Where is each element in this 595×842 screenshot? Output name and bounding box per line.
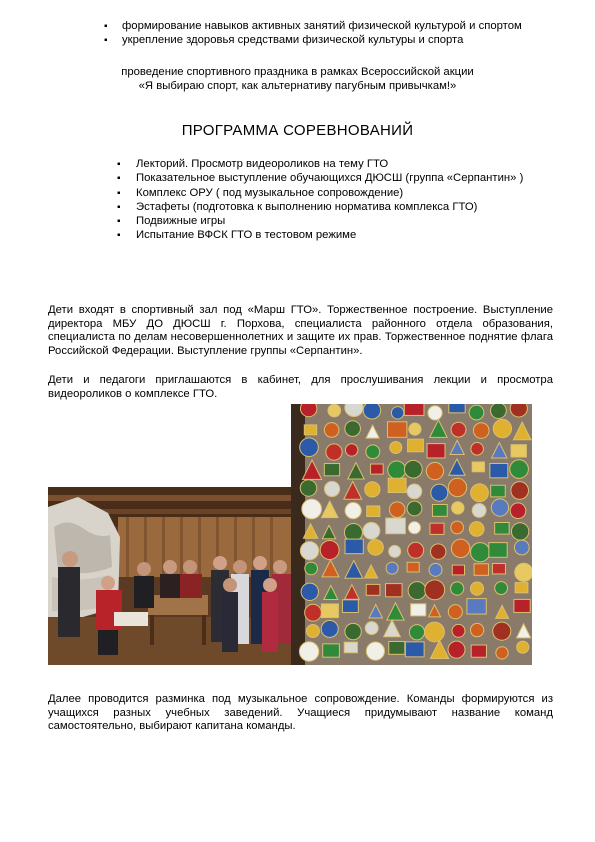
- badge-shape: [451, 422, 466, 437]
- badge-shape: [408, 439, 424, 452]
- bullet-icon: ▪: [117, 216, 121, 228]
- badge-shape: [389, 545, 401, 557]
- badge-shape: [408, 542, 424, 558]
- badge-shape: [448, 605, 462, 619]
- badge-shape: [386, 562, 398, 574]
- badge-shape: [471, 543, 490, 562]
- badge-shape: [517, 641, 529, 653]
- badge-shape: [451, 539, 469, 557]
- badge-shape: [429, 563, 442, 576]
- badge-shape: [469, 405, 484, 420]
- badge-shape: [342, 600, 358, 613]
- badge-shape: [388, 478, 406, 492]
- badge-shape: [430, 544, 445, 559]
- badge-shape: [324, 481, 339, 496]
- badge-shape: [408, 522, 420, 534]
- badge-shape: [511, 445, 526, 457]
- program-item: ▪ Испытание ВФСК ГТО в тестовом режиме: [117, 229, 357, 242]
- badge-shape: [304, 425, 316, 435]
- badge-shape: [495, 523, 509, 535]
- badge-shape: [496, 647, 508, 659]
- bullet-icon: ▪: [117, 187, 121, 199]
- badge-shape: [449, 404, 465, 413]
- badge-shape: [471, 484, 489, 502]
- badge-shape: [510, 460, 529, 479]
- bullet-icon: ▪: [117, 230, 121, 242]
- badge-shape: [428, 406, 442, 420]
- badge-shape: [345, 623, 361, 639]
- badge-shape: [386, 584, 402, 597]
- badge-shape: [345, 503, 361, 519]
- badge-shape: [321, 604, 338, 618]
- badge-shape: [324, 423, 339, 438]
- badge-shape: [491, 485, 506, 497]
- program-item: ▪ Лекторий. Просмотр видеороликов на тему ГТО: [117, 158, 389, 170]
- badge-shape: [431, 484, 448, 501]
- badge-shape: [489, 543, 507, 558]
- badge-shape: [448, 478, 466, 496]
- badge-shape: [366, 642, 384, 660]
- badge-shape: [491, 499, 508, 516]
- badge-shape: [425, 622, 445, 642]
- badge-shape: [302, 499, 322, 519]
- badge-shape: [474, 564, 488, 576]
- badge-shape: [386, 518, 406, 534]
- bullet-icon: ▪: [117, 173, 121, 185]
- badge-shape: [510, 503, 526, 519]
- program-title: ПРОГРАММА СОРЕВНОВАНИЙ: [181, 122, 414, 139]
- program-item: ▪ Комплекс ОРУ ( под музыкальное сопровождение): [117, 186, 404, 199]
- badge-shape: [470, 582, 483, 595]
- badge-shape: [471, 443, 484, 456]
- badge-shape: [301, 583, 318, 600]
- badge-shape: [409, 625, 424, 640]
- badge-shape: [367, 506, 380, 517]
- badge-shape: [469, 522, 484, 537]
- badge-shape: [363, 522, 380, 539]
- badge-shape: [408, 582, 426, 600]
- badge-shape: [299, 642, 318, 661]
- badge-shape: [328, 404, 341, 417]
- badges-collection-photo: [291, 404, 532, 665]
- badge-shape: [426, 462, 443, 479]
- badge-shape: [451, 582, 464, 595]
- badge-shape: [363, 404, 380, 419]
- badge-shape: [452, 565, 464, 575]
- badge-shape: [407, 562, 419, 572]
- badge-shape: [345, 539, 363, 554]
- program-item: ▪ Эстафеты (подготовка к выполнению норматива комплекса ГТО): [117, 200, 478, 213]
- badge-shape: [493, 622, 511, 640]
- badge-shape: [452, 624, 465, 637]
- badge-shape: [320, 541, 339, 560]
- badge-shape: [371, 464, 384, 474]
- badge-shape: [344, 642, 357, 653]
- badge-shape: [472, 503, 486, 517]
- badge-shape: [492, 564, 505, 574]
- badge-shape: [365, 622, 378, 635]
- badge-shape: [405, 642, 424, 657]
- badge-shape: [425, 580, 445, 600]
- badge-shape: [407, 484, 422, 499]
- badge-shape: [345, 444, 357, 456]
- badge-shape: [391, 407, 403, 419]
- badge-shape: [368, 540, 384, 556]
- badge-shape: [300, 404, 316, 417]
- bullet-icon: ▪: [104, 21, 108, 32]
- paragraph-lecture: Дети и педагоги приглашаются в кабинет, для прослушивания лекции и просмотра видеороликов о комплексе ГТО.: [48, 374, 553, 400]
- paragraph-ceremony: Дети входят в спортивный зал под «Марш ГТО». Торжественное построение. Выступление директора МБУ ДО ДЮСШ г. Порхова, специалиста районного отдела образования, специалиста по делам несовершеннолетних и защите их прав. Торжественное поднятие флага Российской Федерации. Выступление группы «Серпантин».: [48, 304, 553, 357]
- badge-shape: [427, 444, 445, 458]
- badge-shape: [448, 641, 465, 658]
- badge-shape: [515, 583, 528, 593]
- badge-shape: [305, 562, 318, 575]
- badge-shape: [472, 462, 484, 472]
- badge-shape: [324, 464, 339, 476]
- badge-shape: [365, 482, 380, 497]
- badge-shape: [470, 623, 483, 636]
- badge-shape: [345, 421, 361, 437]
- program-item: ▪ Подвижные игры: [117, 215, 226, 228]
- intro-slogan: «Я выбираю спорт, как альтернативу пагубным привычкам!»: [138, 80, 457, 92]
- badge-shape: [432, 504, 447, 516]
- badge-shape: [389, 641, 405, 654]
- badge-shape: [493, 419, 511, 437]
- badge-shape: [388, 461, 406, 479]
- badge-shape: [387, 422, 406, 438]
- badge-shape: [366, 584, 380, 595]
- paragraph-warmup: Далее проводится разминка под музыкальное сопровождение. Команды формируются из учащихся разных учебных заведений. Учащиеся придумывают название команд самостоятельно, выбирают капитана команды.: [48, 693, 553, 733]
- badge-shape: [411, 604, 426, 616]
- badge-shape: [490, 463, 508, 477]
- badge-shape: [514, 540, 529, 555]
- bullet-icon: ▪: [117, 159, 121, 170]
- badge-shape: [430, 523, 444, 534]
- badge-shape: [467, 599, 486, 614]
- badge-shape: [511, 482, 529, 500]
- badge-shape: [306, 624, 319, 637]
- classroom-photo: [48, 487, 291, 665]
- goal-item: ▪ формирование навыков активных занятий физической культурой и спортом: [104, 20, 522, 32]
- intro-line: проведение спортивного праздника в рамках Всероссийской акции: [121, 66, 474, 78]
- badge-shape: [366, 445, 380, 459]
- badge-shape: [389, 502, 405, 518]
- badge-shape: [451, 521, 464, 534]
- badge-shape: [404, 404, 424, 415]
- badge-shape: [390, 442, 402, 454]
- badge-shape: [491, 404, 507, 419]
- bullet-icon: ▪: [117, 201, 121, 213]
- badge-shape: [473, 423, 489, 439]
- badge-shape: [510, 404, 527, 417]
- program-item: ▪ Показательное выступление обучающихся ДЮСШ (группа «Серпантин» ): [117, 172, 524, 185]
- badge-shape: [495, 582, 508, 595]
- badge-shape: [515, 563, 532, 581]
- badge-shape: [305, 604, 322, 621]
- badge-shape: [323, 644, 340, 657]
- bullet-icon: ▪: [104, 34, 108, 46]
- badge-shape: [407, 501, 422, 516]
- goal-item: ▪ укрепление здоровья средствами физической культуры и спорта: [104, 33, 464, 46]
- badge-shape: [471, 645, 486, 657]
- goals-list: [96, 20, 556, 47]
- badge-shape: [511, 523, 528, 540]
- program-list: [116, 158, 536, 244]
- badge-shape: [326, 444, 342, 460]
- badge-shape: [452, 502, 464, 514]
- badge-shape: [404, 460, 422, 478]
- badge-shape: [409, 423, 421, 435]
- badge-shape: [300, 480, 317, 497]
- badge-shape: [321, 620, 338, 637]
- badge-shape: [300, 542, 318, 560]
- badge-shape: [514, 599, 530, 612]
- badge-shape: [300, 438, 319, 457]
